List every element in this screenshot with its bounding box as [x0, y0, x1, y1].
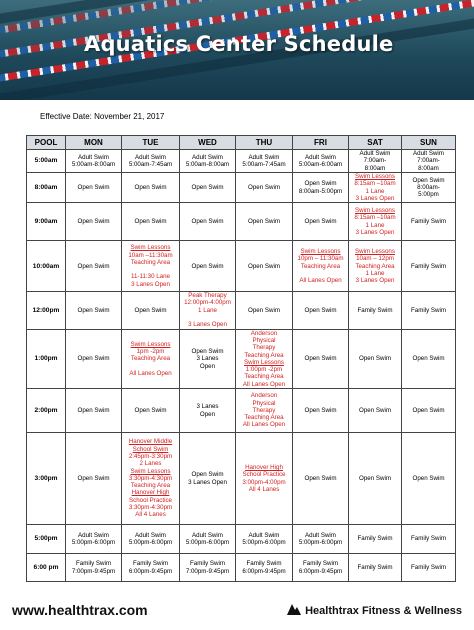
schedule-cell-fri	[293, 173, 349, 203]
cell-line: 2:45pm-3:30pm	[128, 453, 173, 460]
cell-line	[123, 266, 178, 273]
schedule-cell-wed	[180, 203, 236, 241]
cell-line: 10pm – 11:30am	[297, 255, 344, 263]
schedule-cell-tue	[122, 292, 180, 329]
header-row	[27, 136, 456, 150]
schedule-cell-fri	[293, 389, 349, 433]
cell-line: Teaching Area	[300, 262, 341, 270]
schedule-cell-mon	[66, 389, 122, 433]
schedule-cell-tue	[122, 389, 180, 433]
cell-line: Adult Swim	[78, 153, 109, 161]
cell-line: Swim Lessons	[130, 244, 171, 252]
table-row	[27, 554, 456, 582]
cell-line: Swim Lessons	[355, 247, 395, 255]
cell-line: Swim Lessons	[300, 247, 341, 255]
column-header-mon: MON	[66, 136, 122, 150]
cell-line: 3:30pm-4:30pm	[128, 474, 173, 482]
table-row	[27, 150, 456, 173]
schedule-cell-sat	[349, 554, 402, 582]
cell-line: 7:00am-	[417, 157, 440, 165]
schedule-cell-thu	[236, 203, 293, 241]
cell-line: Open Swim	[412, 176, 445, 184]
cell-line: Open Swim	[248, 218, 280, 226]
cell-line: Open Swim	[412, 474, 445, 482]
cell-line: 3 Lanes Open	[355, 194, 395, 202]
cell-line: Adult Swim	[192, 153, 223, 161]
cell-line: Open Swim	[359, 474, 391, 482]
cell-line: School Practice	[129, 496, 172, 504]
cell-line: Adult Swim	[135, 531, 166, 539]
cell-line: 8:00am	[418, 164, 439, 172]
schedule-cell-mon	[66, 554, 122, 582]
schedule-cell-sat	[349, 241, 402, 292]
cell-line: Open Swim	[191, 471, 224, 479]
schedule-cell-fri	[293, 241, 349, 292]
cell-line	[123, 363, 178, 370]
time-slot-label: 5:00am	[27, 150, 66, 173]
schedule-cell-thu	[236, 389, 293, 433]
cell-line: Hanover High	[245, 463, 283, 471]
page-title: Aquatics Center Schedule	[84, 32, 394, 56]
cell-line: 3 Lanes Open	[188, 321, 227, 329]
schedule-cell-mon	[66, 329, 122, 388]
schedule-cell-tue	[122, 150, 180, 173]
cell-line: Adult Swim	[305, 153, 336, 161]
cell-line: 1 Lane	[365, 269, 385, 277]
time-slot-label: 6:00 pm	[27, 554, 66, 582]
cell-line: Open Swim	[191, 347, 224, 355]
cell-line: Open Swim	[191, 262, 224, 270]
cell-line: 7:00pm-9:45pm	[71, 567, 116, 575]
cell-line: Family Swim	[246, 560, 282, 568]
schedule-cell-tue	[122, 203, 180, 241]
schedule-cell-wed	[180, 150, 236, 173]
cell-line: Family Swim	[357, 306, 393, 314]
table-row	[27, 203, 456, 241]
cell-line: 5:00pm-6:00pm	[71, 539, 116, 547]
schedule-cell-sun	[402, 329, 456, 388]
cell-line: Open Swim	[359, 355, 391, 363]
cell-line: Family Swim	[357, 563, 393, 571]
cell-line: 3 Lanes Open	[188, 478, 227, 486]
cell-line: Open Swim	[191, 218, 224, 226]
schedule-cell-fri	[293, 329, 349, 388]
cell-line: 12:00pm-4:00pm	[184, 299, 231, 307]
schedule-cell-wed	[180, 292, 236, 329]
cell-line: Anderson	[250, 329, 278, 337]
time-slot-label: 8:00am	[27, 173, 66, 203]
cell-line: 8:00am	[364, 164, 386, 172]
schedule-cell-thu	[236, 329, 293, 388]
cell-line: Teaching Area	[244, 373, 284, 381]
schedule-cell-sat	[349, 433, 402, 525]
brand-name: Healthtrax Fitness & Wellness	[305, 604, 462, 617]
table-row	[27, 329, 456, 388]
cell-line: 3 Lanes Open	[131, 280, 170, 288]
schedule-cell-sun	[402, 150, 456, 173]
cell-line: Open Swim	[77, 218, 110, 226]
cell-line: 8:15am –10am	[354, 180, 396, 188]
cell-line: School Practice	[242, 471, 286, 479]
cell-line: 10am – 12pm	[356, 255, 394, 263]
cell-line: Adult Swim	[78, 531, 109, 539]
website-link[interactable]: www.healthtrax.com	[12, 602, 148, 618]
schedule-cell-mon	[66, 292, 122, 329]
cell-line: Family Swim	[410, 563, 447, 571]
cell-line: 7:00am-	[363, 157, 387, 165]
cell-line: Swim Lessons	[355, 173, 395, 180]
cell-line: 1pm -2pm	[136, 347, 165, 355]
cell-line: Family Swim	[75, 560, 112, 568]
cell-line: 1:00pm -2pm	[245, 366, 283, 374]
cell-line: Family Swim	[189, 560, 226, 568]
schedule-cell-tue	[122, 433, 180, 525]
time-slot-label: 12:00pm	[27, 292, 66, 329]
schedule-cell-thu	[236, 241, 293, 292]
cell-line: Family Swim	[410, 535, 447, 543]
cell-line: All 4 Lanes	[248, 485, 280, 493]
cell-line: 5:00am-7:45am	[128, 161, 173, 168]
cell-line: All Lanes Open	[299, 277, 342, 285]
cell-line: Family Swim	[132, 560, 169, 568]
cell-line: Family Swim	[410, 306, 447, 314]
cell-line: School Swim	[132, 445, 169, 453]
schedule-body	[27, 150, 456, 582]
schedule-cell-fri	[293, 433, 349, 525]
cell-line: 5:00pm-6:00pm	[128, 539, 173, 547]
schedule-cell-sat	[349, 173, 402, 203]
cell-line: Open Swim	[359, 406, 391, 414]
cell-line: Swim Lessons	[130, 340, 171, 348]
schedule-cell-thu	[236, 554, 293, 582]
column-header-thu: THU	[236, 136, 293, 150]
schedule-cell-sat	[349, 150, 402, 173]
schedule-cell-thu	[236, 150, 293, 173]
cell-line: Adult Swim	[135, 153, 166, 161]
cell-line: Open Swim	[304, 474, 337, 482]
cell-line: Open Swim	[304, 306, 337, 314]
schedule-cell-thu	[236, 292, 293, 329]
cell-line: Family Swim	[410, 218, 447, 226]
cell-line: Open Swim	[248, 183, 280, 191]
schedule-table	[26, 135, 456, 582]
cell-line: 5:00am-8:00am	[185, 161, 230, 168]
schedule-cell-tue	[122, 173, 180, 203]
schedule-cell-thu	[236, 433, 293, 525]
cell-line: 2 Lanes	[139, 460, 162, 468]
schedule-cell-wed	[180, 389, 236, 433]
cell-line: Physical	[252, 399, 276, 407]
cell-line: Hanover High	[131, 489, 170, 497]
schedule-cell-fri	[293, 203, 349, 241]
schedule-cell-fri	[293, 292, 349, 329]
cell-line: 1 Lane	[365, 221, 385, 229]
table-row	[27, 389, 456, 433]
cell-line: Hanover Middle	[128, 438, 173, 446]
brand-logo	[286, 602, 462, 619]
cell-line: Adult Swim	[248, 153, 280, 161]
cell-line: All 4 Lanes	[135, 511, 166, 519]
cell-line: 1 Lane	[198, 306, 217, 314]
schedule-cell-sat	[349, 525, 402, 554]
cell-line: Open Swim	[304, 180, 337, 188]
column-header-wed: WED	[180, 136, 236, 150]
schedule-cell-mon	[66, 173, 122, 203]
cell-line: Open Swim	[134, 218, 167, 226]
schedule-cell-wed	[180, 433, 236, 525]
cell-line: Physical	[252, 336, 276, 344]
cell-line: All Lanes Open	[242, 421, 286, 429]
time-slot-label: 10:00am	[27, 241, 66, 292]
cell-line: Open Swim	[134, 306, 167, 314]
column-header-sat: SAT	[349, 136, 402, 150]
schedule-cell-sun	[402, 389, 456, 433]
header-banner	[0, 0, 474, 100]
cell-line: Adult Swim	[305, 531, 336, 539]
table-row	[27, 433, 456, 525]
cell-line: 1 Lane	[365, 187, 385, 195]
schedule-cell-wed	[180, 173, 236, 203]
cell-line: Open Swim	[412, 355, 445, 363]
schedule-cell-sun	[402, 203, 456, 241]
cell-line: 5:00am-7:45am	[242, 161, 286, 168]
cell-line: All Lanes Open	[129, 369, 172, 377]
schedule-cell-mon	[66, 525, 122, 554]
cell-line: Open Swim	[191, 183, 224, 191]
schedule-cell-wed	[180, 525, 236, 554]
cell-line: Family Swim	[410, 262, 447, 270]
cell-line: 11-11:30 Lane	[131, 273, 170, 281]
cell-line: 3:30pm-4:30pm	[128, 504, 173, 512]
cell-line: Adult Swim	[192, 531, 223, 539]
cell-line: Peak Therapy	[188, 292, 227, 300]
time-slot-label: 1:00pm	[27, 329, 66, 388]
cell-line: Open Swim	[134, 406, 167, 414]
table-row	[27, 241, 456, 292]
cell-line: Open Swim	[304, 218, 337, 226]
schedule-cell-thu	[236, 525, 293, 554]
cell-line: 5:00am-6:00am	[298, 161, 343, 168]
table-row	[27, 292, 456, 329]
schedule-cell-sat	[349, 389, 402, 433]
cell-line: 10am –11:30am	[128, 251, 173, 259]
cell-line: Open Swim	[134, 183, 167, 191]
cell-line: 3:00pm-4:00pm	[242, 478, 286, 486]
time-slot-label: 5:00pm	[27, 525, 66, 554]
cell-line: Open	[199, 362, 216, 370]
cell-line: Open Swim	[248, 262, 280, 270]
cell-line: 5:00pm-6:00pm	[242, 539, 286, 547]
cell-line: Teaching Area	[244, 351, 284, 359]
schedule-cell-fri	[293, 150, 349, 173]
cell-line: All Lanes Open	[242, 380, 286, 388]
cell-line: 8:15am –10am	[354, 214, 396, 222]
schedule-cell-sun	[402, 173, 456, 203]
cell-line: Open	[199, 410, 216, 418]
cell-line: Swim Lessons	[244, 358, 284, 366]
schedule-cell-wed	[180, 241, 236, 292]
cell-line: Open Swim	[77, 474, 110, 482]
cell-line: Teaching Area	[130, 258, 171, 266]
cell-line: Therapy	[252, 406, 276, 414]
schedule-cell-sun	[402, 241, 456, 292]
cell-line: Teaching Area	[130, 482, 171, 490]
time-slot-label: 3:00pm	[27, 433, 66, 525]
cell-line: 5:00pm-6:00pm	[185, 539, 230, 547]
schedule-cell-mon	[66, 241, 122, 292]
time-slot-label: 9:00am	[27, 203, 66, 241]
cell-line: Open Swim	[304, 355, 337, 363]
schedule-cell-wed	[180, 554, 236, 582]
cell-line: 3 Lanes Open	[355, 277, 395, 285]
schedule-cell-tue	[122, 329, 180, 388]
cell-line: Open Swim	[412, 406, 445, 414]
cell-line: Swim Lessons	[130, 467, 171, 475]
schedule-cell-mon	[66, 203, 122, 241]
cell-line: Open Swim	[77, 406, 110, 414]
column-header-fri: FRI	[293, 136, 349, 150]
cell-line: 6:00pm-9:45pm	[298, 567, 343, 575]
cell-line: 5:00pm	[418, 191, 439, 199]
column-header-pool: POOL	[27, 136, 66, 150]
column-header-tue: TUE	[122, 136, 180, 150]
schedule-cell-tue	[122, 554, 180, 582]
schedule-cell-wed	[180, 329, 236, 388]
cell-line	[181, 314, 234, 321]
schedule-cell-sat	[349, 329, 402, 388]
cell-line: Swim Lessons	[355, 207, 395, 215]
cell-line: 6:00pm-9:45pm	[128, 567, 173, 575]
cell-line: 3 Lanes	[196, 355, 219, 363]
schedule-cell-sun	[402, 525, 456, 554]
cell-line: 8:00am-5:00pm	[298, 187, 343, 195]
cell-line: Open Swim	[77, 262, 110, 270]
schedule-cell-sun	[402, 292, 456, 329]
cell-line: Anderson	[250, 392, 278, 400]
cell-line: Adult Swim	[359, 150, 391, 158]
schedule-cell-thu	[236, 173, 293, 203]
cell-line: 5:00pm-6:00pm	[298, 539, 343, 547]
cell-line: Adult Swim	[413, 150, 444, 158]
table-row	[27, 173, 456, 203]
schedule-cell-sat	[349, 203, 402, 241]
cell-line: Open Swim	[248, 306, 280, 314]
cell-line: Open Swim	[304, 406, 337, 414]
cell-line: Adult Swim	[248, 531, 280, 539]
schedule-cell-tue	[122, 241, 180, 292]
cell-line: 3 Lanes Open	[355, 228, 395, 236]
column-header-sun: SUN	[402, 136, 456, 150]
cell-line: Open Swim	[77, 306, 110, 314]
cell-line: Teaching Area	[355, 262, 395, 270]
effective-date: Effective Date: November 21, 2017	[40, 112, 165, 121]
cell-line: Teaching Area	[244, 414, 284, 422]
table-row	[27, 525, 456, 554]
cell-line: 8:00am-	[417, 183, 440, 191]
cell-line: Open Swim	[77, 183, 110, 191]
schedule-cell-fri	[293, 554, 349, 582]
schedule-cell-sun	[402, 554, 456, 582]
cell-line	[294, 270, 347, 277]
cell-line: Family Swim	[302, 560, 339, 568]
time-slot-label: 2:00pm	[27, 389, 66, 433]
schedule-cell-mon	[66, 150, 122, 173]
healthtrax-logo-icon	[286, 602, 302, 619]
schedule-cell-sun	[402, 433, 456, 525]
cell-line: Family Swim	[357, 535, 393, 543]
cell-line: Open Swim	[77, 355, 110, 363]
schedule-cell-mon	[66, 433, 122, 525]
cell-line: Teaching Area	[130, 355, 171, 363]
cell-line: 5:00am-8:00am	[71, 161, 116, 168]
cell-line: Therapy	[252, 344, 276, 352]
schedule-cell-sat	[349, 292, 402, 329]
schedule-cell-tue	[122, 525, 180, 554]
schedule-cell-fri	[293, 525, 349, 554]
cell-line: 3 Lanes	[196, 403, 219, 411]
cell-line: 7:00pm-9:45pm	[185, 567, 230, 575]
cell-line: 6:00pm-9:45pm	[242, 567, 286, 575]
